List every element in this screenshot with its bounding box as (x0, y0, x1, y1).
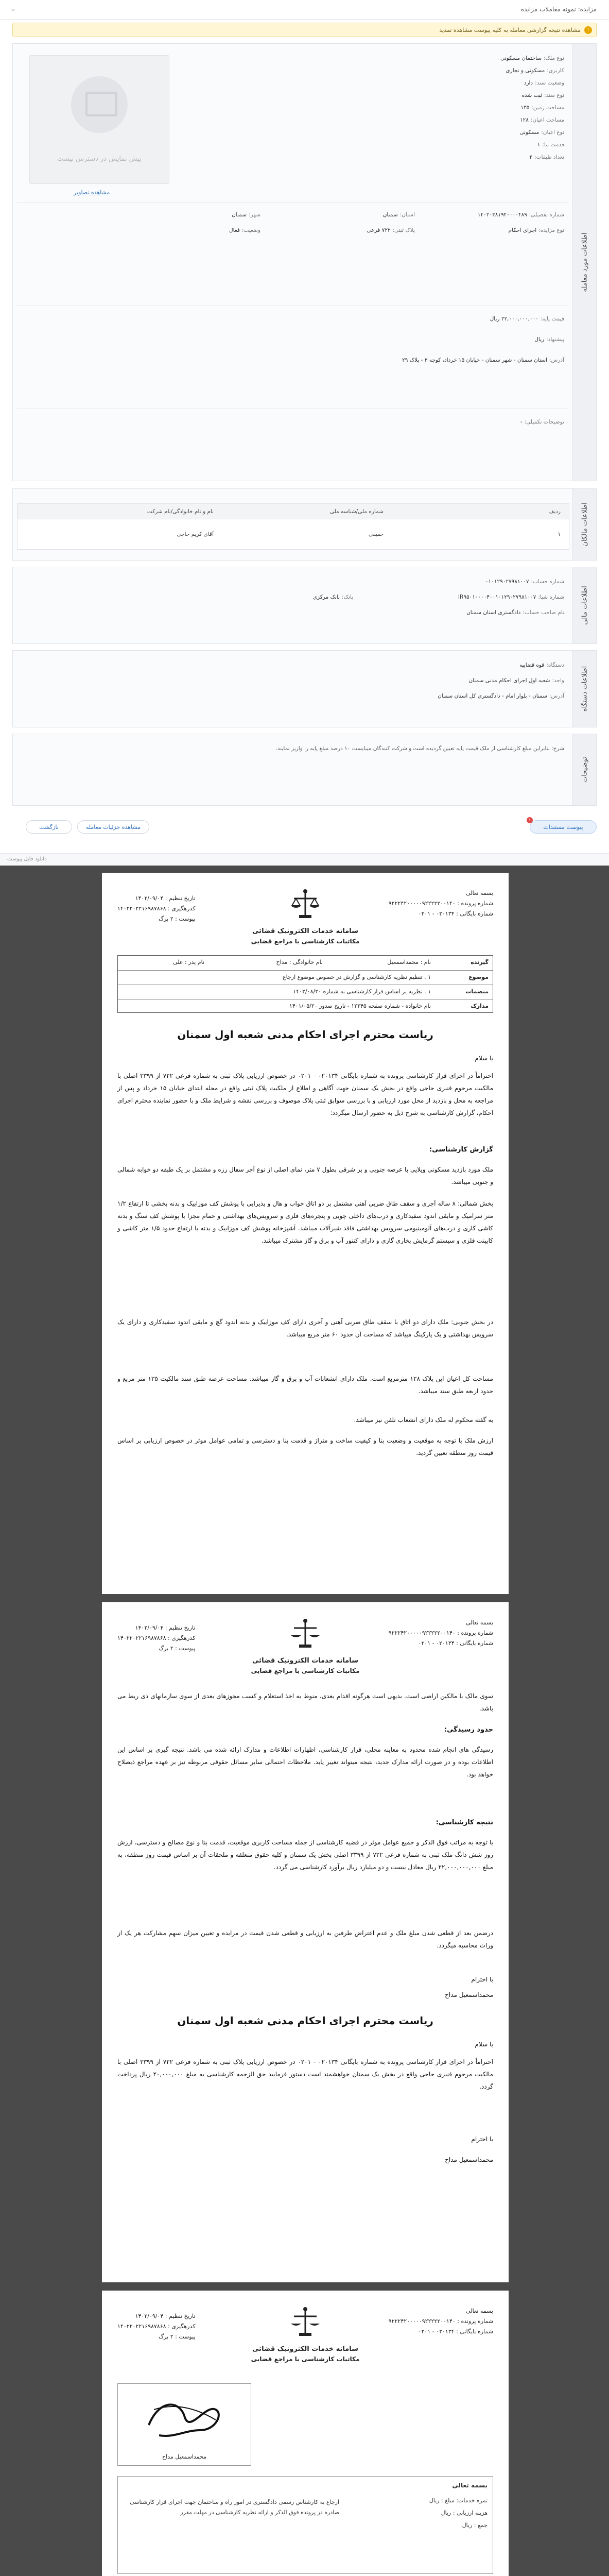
owners-table-header (18, 504, 569, 519)
photo-caption: پیش نمایش در دسترس نیست (57, 155, 142, 163)
judiciary-emblem-icon (290, 2306, 321, 2342)
paragraph: مساحت کل اعیان این پلاک ۱۲۸ مترمربع است. ملک دارای انشعابات آب و برق و گاز میباشد. مساحت عرصه طبق سند مالکیت ۱۳۵ متر مربع و حدود اربعه طبق سند میباشد. (117, 1375, 493, 1395)
field-row: وضعیت سند:دارد (524, 80, 564, 86)
account-holder: نام صاحب حساب:دادگستری استان سمنان (466, 609, 564, 616)
system-section-label: اطلاعات دستگاه (572, 651, 596, 727)
attachments-button[interactable]: پیوست مستندات (530, 820, 597, 834)
divider (17, 202, 569, 203)
paragraph: رسیدگی های انجام شده محدود به معاینه محلی، قرار کارشناسی، اظهارات اطلاعات و مدارک ارائه شده می باشد. نتیجه گیری بر اساس این اطلاعات بوده و در صورت ارائه مدارک جدید، نتیجه میتواند تغییر یابد. ملاحظات احتمالی سایر مسائل حقوقی مربوطه نیز بر عهده مراجع ذیصلاح خواهد بود. (117, 1746, 493, 1778)
org-name: سامانه خدمات الکترونیک قضائی (252, 927, 358, 935)
section-heading: حدود رسیدگی: (444, 1726, 493, 1734)
footer-line: هزینه ارزیابی : ریال (441, 2510, 488, 2516)
recipient-name: نام : محمداسمعیل (387, 959, 431, 965)
paragraph: با توجه به مراتب فوق الذکر و جمیع عوامل موثر در قضیه کارشناسی از جمله مساحت کاربری موقعیت، قدمت بنا و نوع مصالح و دسترسی، ارزش روز شش دانگ ملک ثبتی به شماره فرعی ۷۲۲ از ۳۳۹۹ اصلی بخش یک سمنان و کلیه حقوق متعلقه و ملحقات آن بر اساس قیمت روز منطقه، به مبلغ ۲۲,۰۰۰,۰۰۰,۰۰۰ ریال معادل بیست و دو میلیارد ریال برآورد کارشناسی می گردد. (117, 1839, 494, 1871)
field-row: مساحت اعیان:۱۲۸ (519, 117, 564, 123)
org-subtitle: مکاتبات کارشناسی با مراجع قضایی (251, 938, 360, 945)
judiciary-emblem-icon (290, 1618, 321, 1654)
org-subtitle: مکاتبات کارشناسی با مراجع قضایی (251, 1667, 360, 1674)
header-left: تاریخ تنظیم : ۱۴۰۲/۰۹/۰۴ کدرهگیری : ۱۴۰۲۲۰۲۲۱۶۹۸۷۸۶۸ پیوست : ۲ برگ (117, 895, 196, 922)
property-section-label: اطلاعات مورد معامله (572, 44, 596, 481)
detail-field: وضعیت:فعال (229, 227, 260, 233)
info-icon: ! (584, 26, 592, 34)
greeting: با سلام (475, 1055, 493, 1062)
letter-title: ریاست محترم اجرای احکام مدنی شعبه اول سمنان (177, 2014, 433, 2027)
table-row (18, 527, 569, 542)
image-placeholder-icon (71, 76, 128, 133)
unit: واحد:شعبه اول اجرای احکام مدنی سمنان (468, 677, 564, 684)
footer-title: بسمه تعالی (452, 2482, 488, 2489)
detail-field: نوع مزایده:اجرای احکام (508, 227, 564, 233)
view-photos-link[interactable]: مشاهده تصاویر (74, 189, 110, 196)
paragraph: احتراماً در اجرای قرار کارشناسی پرونده به شماره بایگانی ۰۲۰۱۳۴ - ۰۲۰۱ در خصوص ارزیابی پلاک ثبتی به شماره فرعی ۷۲۲ از ۳۳۹۹ اصلی با مالکیت مرحوم قنبری جاجی واقع در بخش یک سمنان خواهشمند است دستور فرمایید حق الزحمه کارشناسی به مبلغ ۲۰,۰۰۰,۰۰۰ ریال پرداخت گردد. (117, 2058, 493, 2090)
footer-box (117, 2476, 493, 2574)
header-left: تاریخ تنظیم : ۱۴۰۲/۰۹/۰۴ کدرهگیری : ۱۴۰۲۲۰۲۲۱۶۹۸۷۸۶۸ پیوست : ۲ برگ (117, 2313, 196, 2340)
notes-section (12, 734, 597, 806)
footer-note: ارجاع به کارشناس رسمی دادگستری در امور راه و ساختمان جهت اجرای قرار کارشناسی صادره در پرونده فوق الذکر و ارائه نظریه کارشناسی در مهلت مقرر (130, 2499, 339, 2516)
deposit: پیشنهاد:ریال (534, 336, 564, 343)
system-section (12, 650, 597, 727)
description: توضیحات تکمیلی:- (520, 419, 564, 425)
base-price: قیمت پایه:۲۲,۰۰۰,۰۰۰,۰۰۰ ریال (490, 316, 564, 322)
detail-field: پلاک ثبتی:۷۲۲ فرعی (367, 227, 415, 233)
org-name: سامانه خدمات الکترونیک قضائی (252, 2345, 358, 2353)
field-row: تعداد طبقات:۲ (529, 154, 564, 160)
notes-section-label: توضیحات (572, 734, 596, 805)
section-heading: نتیجه کارشناسی: (436, 1819, 493, 1826)
header-right: بسمه تعالی شماره پرونده : ۹۲۲۲۴۲۰۰۰۰۰۹۲۲۲۲۲۰۰۱۴۰ شماره بایگانی : ۰۲۰۱۳۴ - ۰۲۰۱ (388, 890, 493, 917)
document-page-2 (102, 1602, 509, 2282)
field-row: کاربری:مسکونی و تجاری (506, 67, 564, 74)
document-page-3 (102, 2291, 509, 2576)
top-bar (0, 0, 609, 20)
table-row: مدارک نام خانواده - شماره صفحه ۱۲۳۴۵ - تاریخ صدور ۱۴۰۱/۰۵/۲۰ (118, 999, 493, 1013)
address: آدرس:استان سمنان - شهر سمنان - خیابان ۱۵ خرداد، کوچه ۳ - پلاک ۲۹ (402, 357, 564, 363)
field-row: نوع سند:ثبت شده (521, 92, 564, 98)
table-row: منضمات ۱ . نظریه بر اساس قرار کارشناسی به شماره ۱۴۰۲/۰۸/۲۰ (118, 985, 493, 999)
detail-field: استان:سمنان (382, 212, 415, 218)
header-right: بسمه تعالی شماره پرونده : ۹۲۲۲۴۲۰۰۰۰۰۹۲۲۲۲۲۰۰۱۴۰ شماره بایگانی : ۰۲۰۱۳۴ - ۰۲۰۱ (388, 1619, 493, 1647)
page-header (117, 2306, 493, 2383)
document-viewer[interactable] (0, 866, 609, 2576)
view-deal-button[interactable]: مشاهده جزئیات معامله (77, 820, 149, 834)
owner-name: آقای کریم حاجی (177, 531, 214, 537)
org-address: آدرس:سمنان - بلوار امام - دادگستری کل استان سمنان (438, 693, 564, 699)
alert-banner (12, 23, 597, 37)
alert-text: مشاهده نتیجه گزارشی معامله به کلیه پیوست مشاهده تمدید (439, 27, 581, 33)
owner-type: حقیقی (368, 531, 384, 537)
field-row: نوع اعیان:مسکونی (519, 129, 564, 135)
footer-line: ثمره خدمات: مبلغ : ریال (429, 2497, 488, 2504)
owners-section (12, 488, 597, 561)
column-header: شماره ملی/شناسه ملی (329, 509, 384, 515)
paragraph: در بخش جنوبی: ملک دارای دو اتاق با سقف طاق ضربی آهنی و آجری دارای کف موزاییک و بدنه اندود گچ و مابقی اندود سفیدکاری و دارای یک سرویس بهداشتی و یک پارکینگ میباشد که مساحت آن حدود ۶۰ متر مربع میباشد. (117, 1318, 493, 1338)
account-number: شماره حساب:۰۱۰۱۲۹۰۲۷۹۸۱۰۰۷ (485, 579, 564, 585)
bank-name: بانک:بانک مرکزی (312, 594, 353, 600)
detail-field: شماره تفصیلی:۱۴۰۲۰۳۸۱۹۴۰۰۰۰۴۸۹ (477, 212, 564, 218)
meta-table (117, 955, 493, 1013)
column-header: ردیف (548, 509, 561, 515)
paragraph: ملک مورد بازدید مسکونی ویلایی با عرصه جنوبی و بر شرقی بطول ۷ متر، نمای اصلی از نوع آجر سفال رزه و مشتمل بر یک طبقه دو خوابه شمالی و جنوبی میباشد. (117, 1166, 493, 1185)
recipient-family: نام خانوادگی : مداح (276, 959, 323, 965)
recipient-label: گیرنده (471, 959, 489, 965)
greeting: با سلام (475, 2041, 493, 2048)
recipient-father: نام پدر : علی (173, 959, 204, 965)
table-row: موضوع ۱ . تنظیم نظریه کارشناسی و گزارش در خصوص موضوع ارجاع (118, 970, 493, 985)
org-name: سامانه خدمات الکترونیک قضائی (252, 1657, 358, 1665)
footer-line: جمع : ریال (462, 2522, 488, 2529)
paragraph: سوی مالک با مالکین اراضی است. بدیهی است هرگونه اقدام بعدی، منوط به اخذ استعلام و کسب مجوزهای بعدی از سوی سازمانهای ذی ربط می باشد. (117, 1692, 493, 1712)
page-header (117, 1618, 493, 1695)
detail-field: شهر:سمنان (232, 212, 260, 218)
org-subtitle: مکاتبات کارشناسی با مراجع قضایی (251, 2355, 360, 2363)
paragraph: درضمن بعد از قطعی شدن مبلغ ملک و عدم اعتراض طرفین به ارزیابی و قطعی شدن قیمت در مزایده و تعیین میزان سهم مشارکت هر یک از وراث محاسبه میگردد. (117, 1929, 493, 1949)
section-heading: گزارش کارشناسی: (429, 1146, 493, 1154)
signer: محمداسمعیل مداح (445, 2156, 493, 2163)
document-page-1 (102, 873, 509, 1594)
back-button[interactable]: بازگشت (26, 820, 72, 834)
paragraph: احتراماً در اجرای قرار کارشناسی پرونده به شماره بایگانی ۰۲۰۱۳۴ - ۰۲۰۱ در خصوص ارزیابی پلاک ثبتی به شماره فرعی ۷۲۲ از ۳۳۹۹ اصلی با مالکیت مرحوم قنبری جاجی واقع در بخش یک سمنان جهت آگاهی و اطلاع از ملکیت پلاک ثبتی واقع در محله ابتدای خیابان ۱۵ خرداد و پس از مراجعه به محل و بازدید از محل مورد ارزیابی و با بررسی سوابق ثبتی پلاک موصوف و بررسی نقشه و شرایط ملک و با حضور نماینده محترم اجرای احکام، گزارش کارشناسی به شرح ذیل به حضور ارسال میگردد: (117, 1072, 493, 1116)
regards: با احترام (471, 2136, 493, 2143)
signature-label: محمداسمعیل مداح (162, 2453, 207, 2460)
signer: محمداسمعیل مداح (445, 1991, 493, 1998)
signature-box (117, 2383, 251, 2466)
property-photo (29, 55, 169, 184)
column-header: نام و نام خانوادگی/نام شرکت (147, 509, 214, 515)
financial-section-label: اطلاعات مالی (572, 567, 596, 643)
attachments-count-badge: ۱ (527, 817, 533, 823)
regards: با احترام (471, 1976, 493, 1983)
status-bar (0, 853, 609, 866)
paragraph: ارزش ملک با توجه به موقعیت و وضعیت بنا و کیفیت ساخت و متراژ و قدمت بنا و دسترسی و تمامی عوامل موثر در خصوص ارزیابی بر اساس قیمت روز منطقه تعیین گردید. (117, 1437, 493, 1456)
notes-text: شرح: بنابراین مبلغ کارشناسی از ملک قیمت پایه تعیین گردیده است و شرکت کنندگان میبایست ۱۰ درصد مبلغ پایه را واریز نمایند. (275, 745, 564, 752)
page-header (117, 888, 493, 965)
financial-section (12, 567, 597, 644)
paragraph: به گفته محکوم له ملک دارای انشعاب تلفن نیز میباشد. (354, 1416, 493, 1423)
field-row: مساحت زمین:۱۳۵ (520, 105, 564, 111)
status-text: دانلود فایل پیوست (7, 856, 47, 862)
row-number: ۱ (558, 531, 561, 537)
owners-section-label: اطلاعات مالکان (572, 489, 596, 560)
chevron-down-icon[interactable]: ⌄ (10, 5, 16, 13)
field-row: قدمت بنا:۱ (537, 142, 564, 148)
field-row: نوع ملک:ساختمان مسکونی (500, 55, 564, 61)
window-title: مزایده: نمونه معاملات مزایده (520, 6, 597, 13)
signature-icon (138, 2389, 231, 2446)
property-section (12, 43, 597, 481)
organization: دستگاه:قوه قضاییه (519, 662, 564, 668)
owners-table (17, 503, 569, 550)
sheba-number: شماره شبا:IR۹۵۰۱۰۰۰۰۴۰۰۱۰۱۲۹۰۲۷۹۸۱۰۰۷ (458, 594, 564, 600)
letter-title: ریاست محترم اجرای احکام مدنی شعبه اول سمنان (177, 1028, 433, 1041)
judiciary-emblem-icon (290, 888, 321, 924)
header-left: تاریخ تنظیم : ۱۴۰۲/۰۹/۰۴ کدرهگیری : ۱۴۰۲۲۰۲۲۱۶۹۸۷۸۶۸ پیوست : ۲ برگ (117, 1624, 196, 1652)
web-panel (0, 0, 609, 866)
paragraph: بخش شمالی: ۸ ساله آجری و سقف طاق ضربی آهنی مشتمل بر دو اتاق خواب و هال و پذیرایی با پوشش کف موزاییک و بدنه بخشی تا ارتفاع ۱/۲ متر سرامیک و مابقی اندود سفیدکاری و درب‌های داخلی چوبی و پنجره‌های فلزی و سرویس‌های بهداشتی و حمام مجزا با پوشش کف سنگ و بدنه کاشی کاری و درب‌های آلومینیومی سرویس بهداشتی فاقد شیرآلات میباشد. آشپزخانه پوشش کف موزاییک و بدنه با ارتفاع حدود ۱/۵ متر کاشی و کابینت فلزی و سیستم گرمایش بخاری گازی و دارای کنتور آب و برق و گاز مشترک میباشد. (117, 1200, 493, 1244)
header-right: بسمه تعالی شماره پرونده : ۹۲۲۲۴۲۰۰۰۰۰۹۲۲۲۲۲۰۰۱۴۰ شماره بایگانی : ۰۲۰۱۳۴ - ۰۲۰۱ (388, 2308, 493, 2335)
